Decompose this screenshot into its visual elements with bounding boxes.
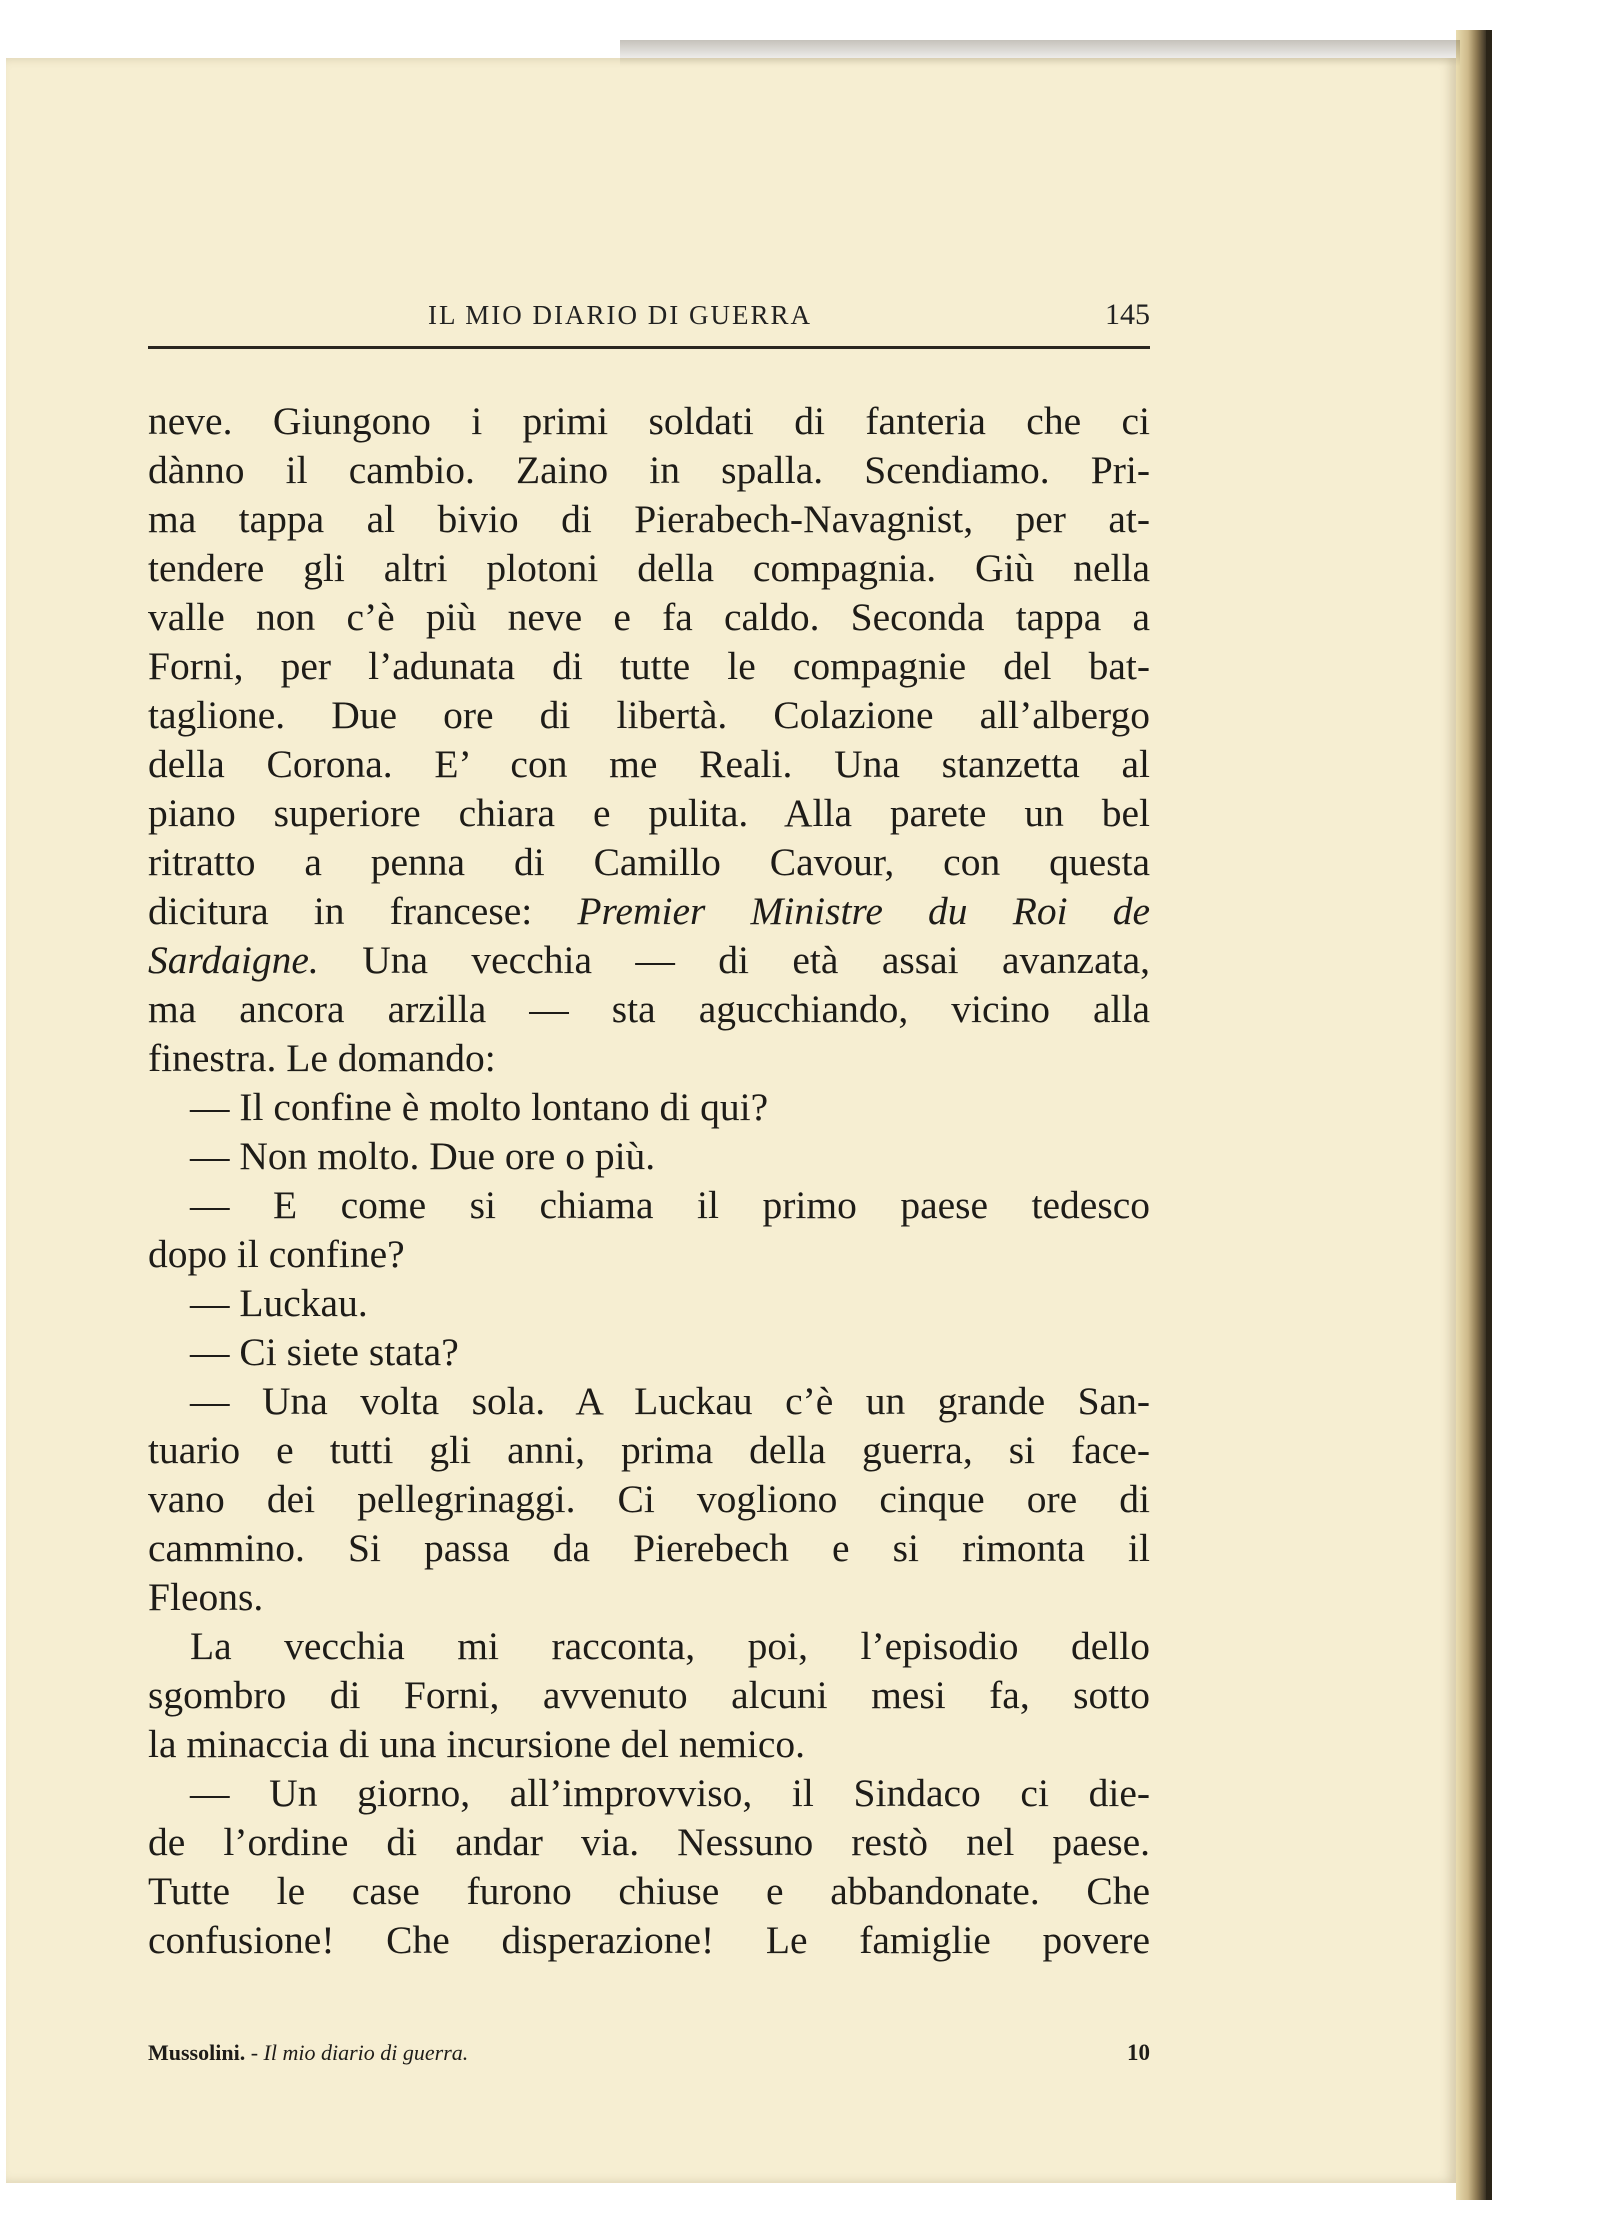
paragraph-line: La vecchia mi racconta, poi, l’episodio dello — [190, 1624, 1150, 1668]
book-spine-edge — [1486, 30, 1492, 2200]
dialogue-line: — Una volta sola. A Luckau c’è un grande San- — [190, 1379, 1150, 1423]
text-line: Forni, per l’adunata di tutte le compagnie del bat- — [148, 644, 1150, 688]
italic-quote: Sardaigne. — [148, 938, 319, 982]
signature-footer — [148, 2040, 1150, 2080]
signature-number: 10 — [1127, 2040, 1150, 2065]
text-line — [148, 887, 1150, 936]
text-line: neve. Giungono i primi soldati di fanteria che ci — [148, 399, 1150, 443]
text-line: Tutte le case furono chiuse e abbandonate. Che — [148, 1869, 1150, 1913]
text-line: Fleons. — [148, 1575, 264, 1619]
text-line: dopo il confine? — [148, 1232, 405, 1276]
dialogue-line: — Il confine è molto lontano di qui? — [190, 1085, 769, 1129]
text-line: ma ancora arzilla — sta agucchiando, vicino alla — [148, 987, 1150, 1031]
text-line: vano dei pellegrinaggi. Ci vogliono cinque ore di — [148, 1477, 1150, 1521]
running-title: IL MIO DIARIO DI GUERRA — [428, 300, 812, 330]
footer-title: Il mio diario di guerra. — [263, 2040, 469, 2065]
text-line: della Corona. E’ con me Reali. Una stanzetta al — [148, 742, 1150, 786]
dialogue-line: — Non molto. Due ore o più. — [190, 1134, 656, 1178]
body-text — [148, 397, 1150, 1965]
text-line: confusione! Che disperazione! Le famiglie povere — [148, 1918, 1150, 1962]
text-line: dànno il cambio. Zaino in spalla. Scendiamo. Pri- — [148, 448, 1150, 492]
signature-mark — [148, 2040, 468, 2066]
dialogue-line: — Un giorno, all’improvviso, il Sindaco ci die- — [190, 1771, 1150, 1815]
page-top-shadow — [620, 40, 1460, 66]
text-line: ritratto a penna di Camillo Cavour, con questa — [148, 840, 1150, 884]
footer-author: Mussolini. — [148, 2040, 246, 2065]
running-header — [148, 296, 1150, 349]
italic-quote: Premier Ministre du Roi de — [577, 889, 1150, 933]
text-line: piano superiore chiara e pulita. Alla parete un bel — [148, 791, 1150, 835]
page-number: 145 — [1105, 298, 1150, 331]
text-line: tendere gli altri plotoni della compagnia. Giù nella — [148, 546, 1150, 590]
text-line: valle non c’è più neve e fa caldo. Seconda tappa a — [148, 595, 1150, 639]
text-line: tuario e tutti gli anni, prima della guerra, si face- — [148, 1428, 1150, 1472]
dialogue-line: — Luckau. — [190, 1281, 368, 1325]
text-line: de l’ordine di andar via. Nessuno restò nel paese. — [148, 1820, 1150, 1864]
dialogue-line: — E come si chiama il primo paese tedesco — [190, 1183, 1150, 1227]
text-segment: Una vecchia — di età assai avanzata, — [318, 938, 1150, 982]
dialogue-line: — Ci siete stata? — [190, 1330, 459, 1374]
text-line: taglione. Due ore di libertà. Colazione all’albergo — [148, 693, 1150, 737]
text-line — [148, 936, 1150, 985]
text-segment: dicitura in francese: — [148, 889, 578, 933]
text-line: ma tappa al bivio di Pierabech-Navagnist, per at- — [148, 497, 1150, 541]
footer-separator: - — [245, 2040, 264, 2065]
book-spine — [1456, 30, 1486, 2200]
text-line: la minaccia di una incursione del nemico. — [148, 1722, 805, 1766]
text-line: sgombro di Forni, avvenuto alcuni mesi fa, sotto — [148, 1673, 1150, 1717]
text-line: cammino. Si passa da Pierebech e si rimonta il — [148, 1526, 1150, 1570]
text-line: finestra. Le domando: — [148, 1036, 496, 1080]
